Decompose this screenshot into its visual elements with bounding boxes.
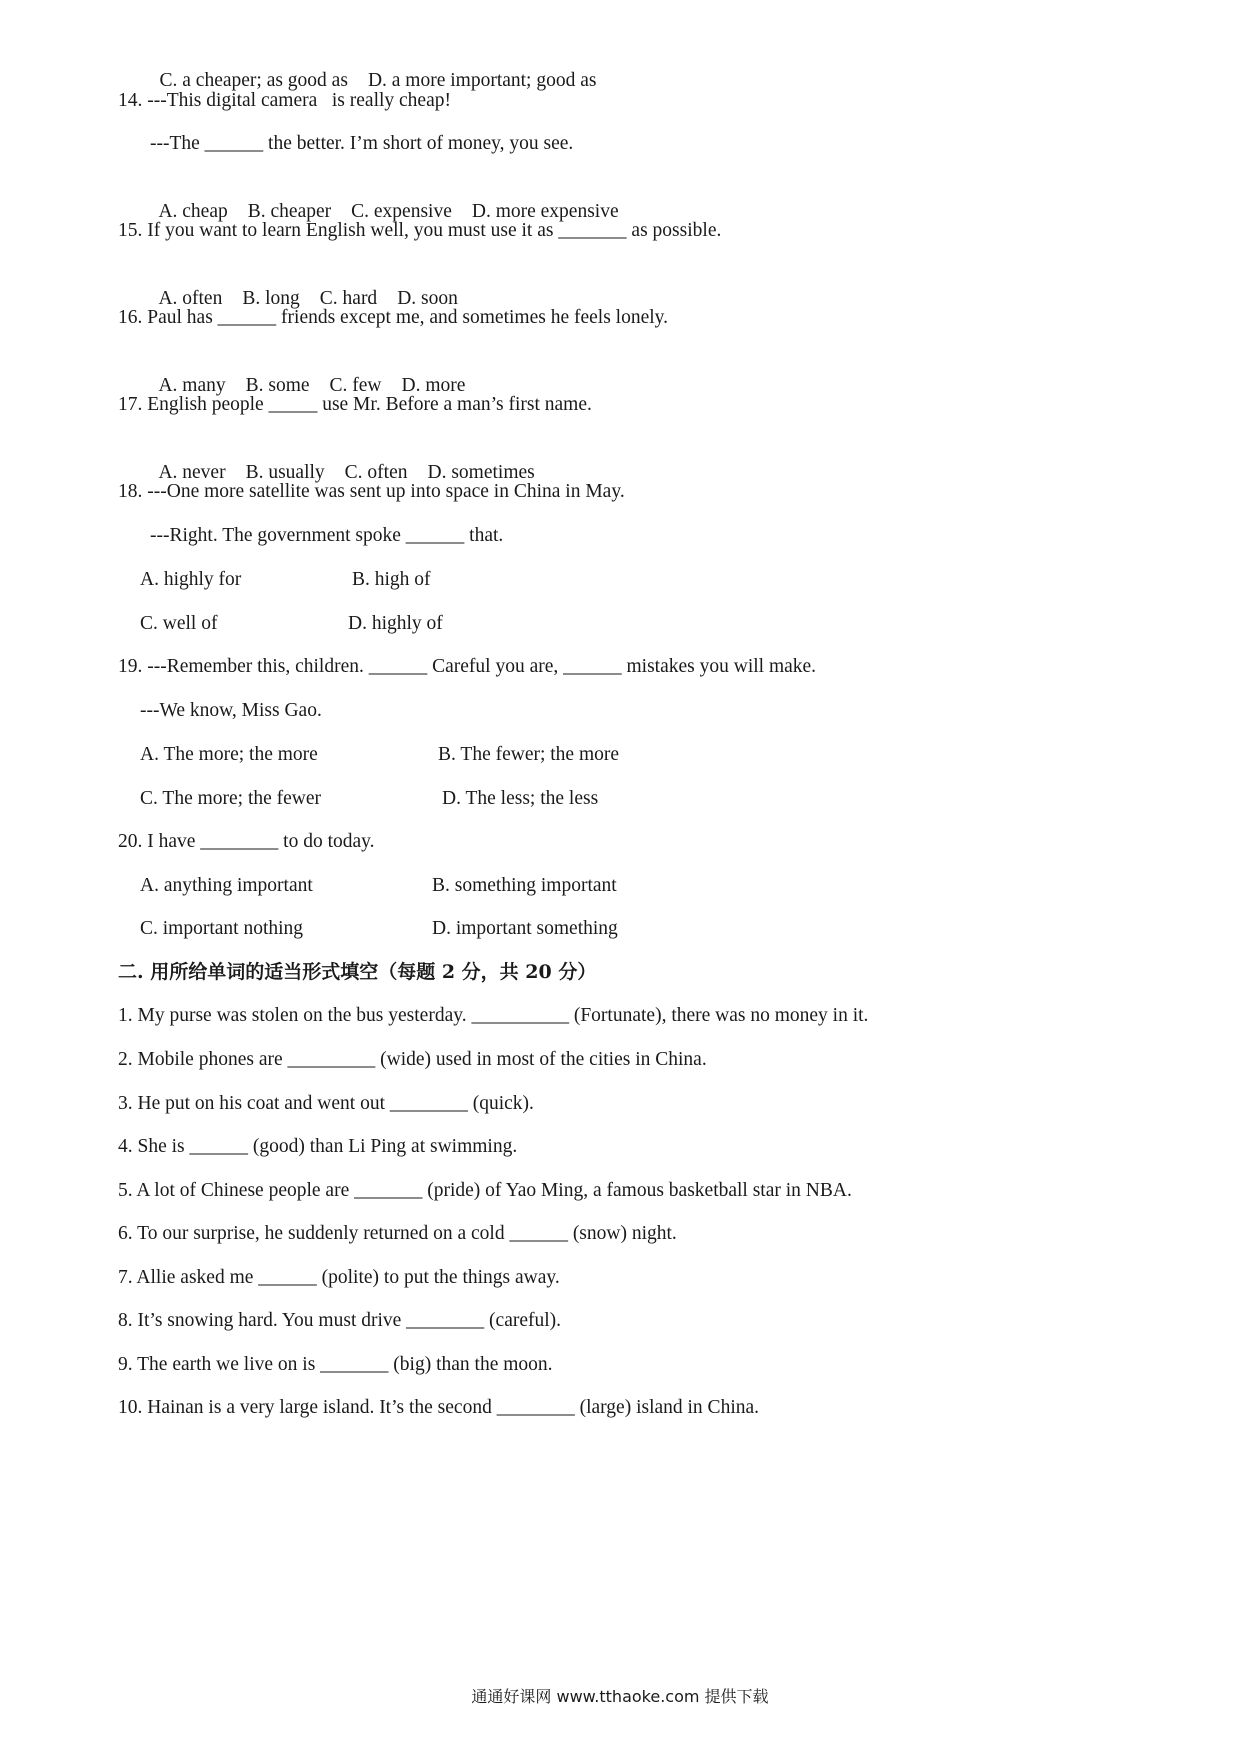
question-18-option-a: A. highly for <box>140 569 242 590</box>
question-15-options <box>140 263 458 309</box>
question-18-option-d: D. highly of <box>348 613 443 634</box>
option-line-top <box>140 45 597 91</box>
question-20-stem: 20. I have ________ to do today. <box>118 831 375 852</box>
question-20-option-a: A. anything important <box>140 875 313 896</box>
question-16-options <box>140 350 466 396</box>
fill-item-5: 5. A lot of Chinese people are _______ (pride) of Yao Ming, a famous basketball star in NBA. <box>118 1180 852 1201</box>
question-20-option-d: D. important something <box>432 918 618 939</box>
question-19-reply: ---We know, Miss Gao. <box>140 700 322 721</box>
option-b: B. usually <box>245 462 325 483</box>
question-17-stem: 17. English people _____ use Mr. Before a man’s first name. <box>118 394 592 415</box>
option-b: B. some <box>245 375 310 396</box>
fill-item-2: 2. Mobile phones are _________ (wide) used in most of the cities in China. <box>118 1049 707 1070</box>
question-19-stem: 19. ---Remember this, children. ______ Careful you are, ______ mistakes you will make. <box>118 656 817 677</box>
question-15-stem: 15. If you want to learn English well, you must use it as _______ as possible. <box>118 220 722 241</box>
option-d: D. more expensive <box>471 201 619 222</box>
question-18-option-b: B. high of <box>352 569 431 590</box>
fill-item-1: 1. My purse was stolen on the bus yesterday. __________ (Fortunate), there was no money in it. <box>118 1005 869 1026</box>
question-16-stem: 16. Paul has ______ friends except me, and sometimes he feels lonely. <box>118 307 669 328</box>
question-14-reply: ---The ______ the better. I’m short of money, you see. <box>150 133 574 154</box>
option-a: A. never <box>158 462 226 483</box>
option-c: C. often <box>344 462 408 483</box>
option-a: A. cheap <box>158 201 228 222</box>
option-a: A. often <box>158 288 223 309</box>
option-d: D. soon <box>397 288 458 309</box>
question-14-options <box>140 176 619 222</box>
option-c: C. few <box>329 375 382 396</box>
option-c: C. expensive <box>351 201 452 222</box>
question-17-options <box>140 437 535 483</box>
question-19-option-a: A. The more; the more <box>140 744 318 765</box>
option-b: B. long <box>242 288 300 309</box>
fill-item-8: 8. It’s snowing hard. You must drive ________ (careful). <box>118 1310 562 1331</box>
option-a: A. many <box>158 375 226 396</box>
question-20-option-b: B. something important <box>432 875 617 896</box>
question-18-reply: ---Right. The government spoke ______ that. <box>150 525 504 546</box>
option-d: D. a more important; good as <box>367 70 597 91</box>
option-d: D. more <box>401 375 466 396</box>
fill-item-4: 4. She is ______ (good) than Li Ping at swimming. <box>118 1136 518 1157</box>
fill-item-3: 3. He put on his coat and went out ________ (quick). <box>118 1093 534 1114</box>
option-c: C. a cheaper; as good as <box>159 70 348 91</box>
fill-item-10: 10. Hainan is a very large island. It’s the second ________ (large) island in China. <box>118 1397 760 1418</box>
page-footer: 通通好课网 www.tthaoke.com 提供下载 <box>471 1687 769 1706</box>
fill-item-6: 6. To our surprise, he suddenly returned on a cold ______ (snow) night. <box>118 1223 677 1244</box>
question-19-option-c: C. The more; the fewer <box>140 788 322 809</box>
fill-item-7: 7. Allie asked me ______ (polite) to put the things away. <box>118 1267 560 1288</box>
question-18-stem: 18. ---One more satellite was sent up into space in China in May. <box>118 481 625 502</box>
question-20-option-c: C. important nothing <box>140 918 304 939</box>
option-b: B. cheaper <box>247 201 332 222</box>
option-c: C. hard <box>319 288 378 309</box>
question-14-stem: 14. ---This digital camera is really cheap! <box>118 90 451 111</box>
question-19-option-b: B. The fewer; the more <box>438 744 620 765</box>
option-d: D. sometimes <box>427 462 535 483</box>
question-18-option-c: C. well of <box>140 613 218 634</box>
question-19-option-d: D. The less; the less <box>442 788 599 809</box>
fill-item-9: 9. The earth we live on is _______ (big) than the moon. <box>118 1354 553 1375</box>
section-2-heading: 二. 用所给单词的适当形式填空（每题 2 分，共 20 分） <box>118 961 597 983</box>
